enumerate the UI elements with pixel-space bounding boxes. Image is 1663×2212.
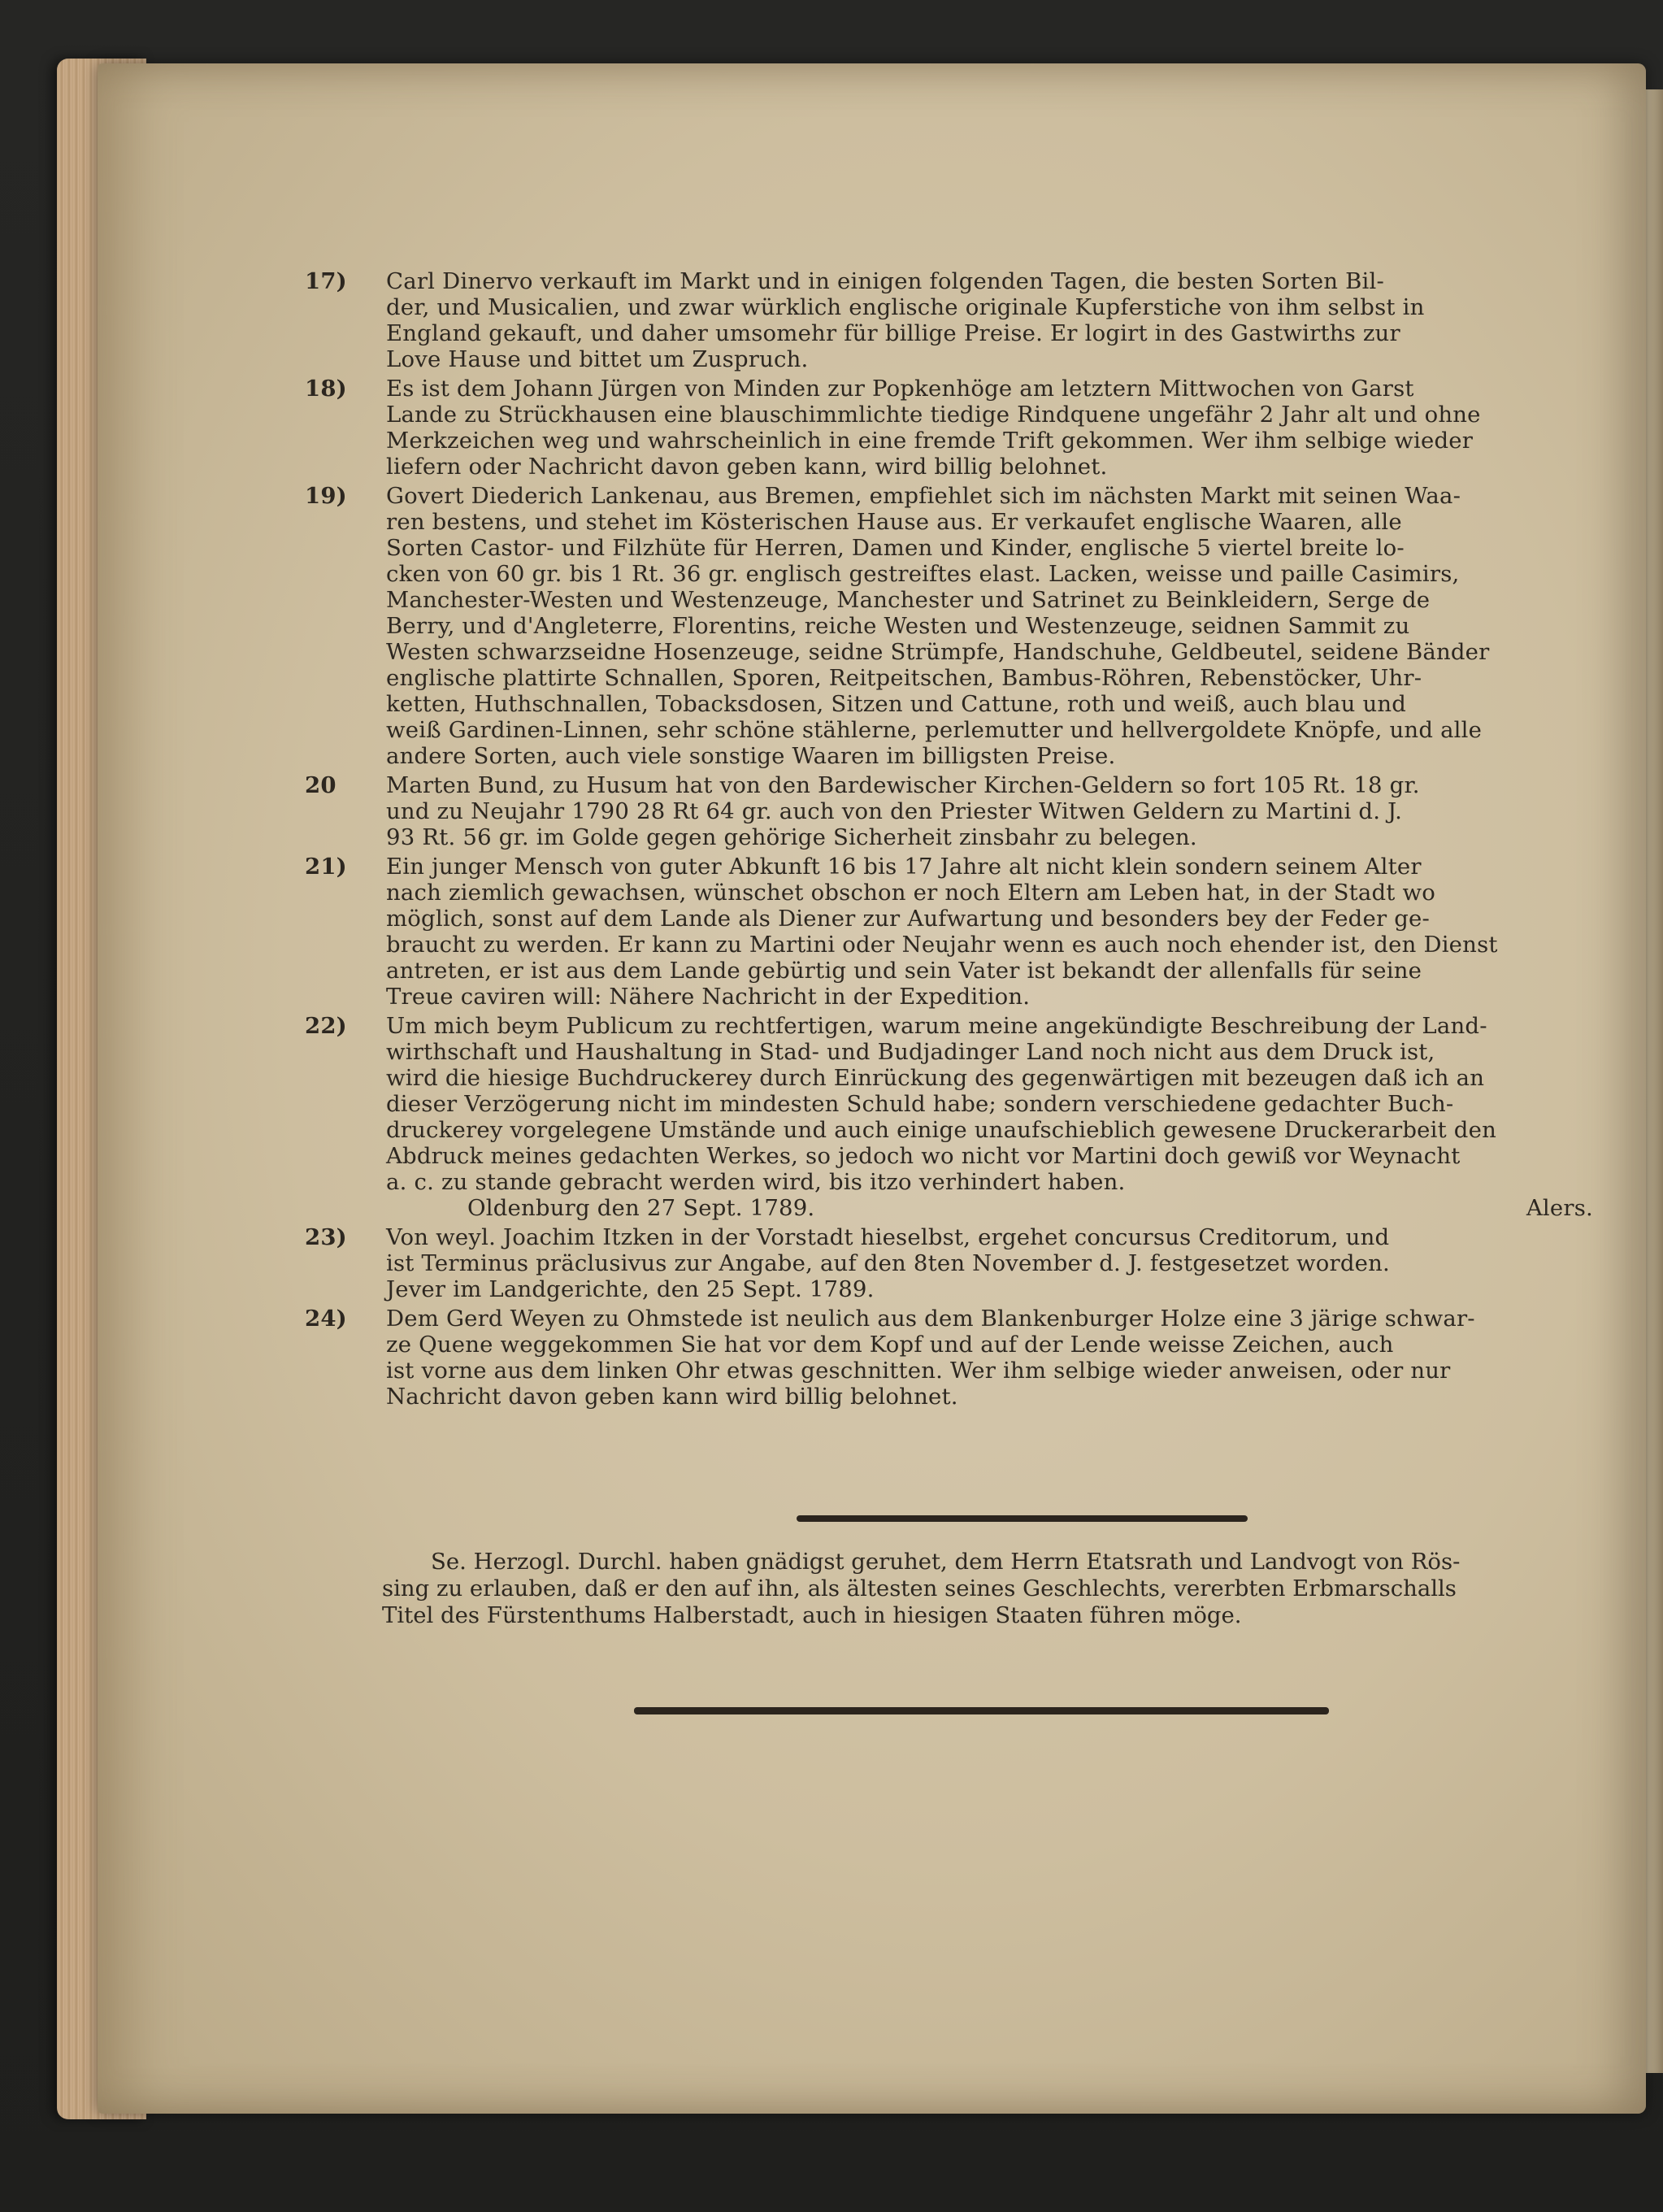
text-line: Ein junger Mensch von guter Abkunft 16 bis 17 Jahre alt nicht klein sondern seinem Alter [386,854,1422,880]
text-line: ist Terminus präclusivus zur Angabe, auf den 8ten November d. J. festgesetzet worden. [386,1250,1390,1276]
entry-text [386,268,1593,372]
text-line: Govert Diederich Lankenau, aus Bremen, empfiehlet sich im nächsten Markt mit seinen Waa- [386,483,1461,509]
entry-18 [305,376,1593,480]
entry-text [386,376,1593,480]
ducal-notice [382,1549,1593,1629]
signature: Alers. [1526,1195,1593,1221]
dateline: Oldenburg den 27 Sept. 1789. [467,1195,815,1221]
entry-number: 22) [305,1013,347,1039]
text-line: ketten, Huthschnallen, Tobacksdosen, Sitzen und Cattune, roth und weiß, auch blau und [386,691,1407,717]
text-line: antreten, er ist aus dem Lande gebürtig und sein Vater ist bekandt der allenfalls für seine [386,958,1422,984]
text-line: Love Hause und bittet um Zuspruch. [386,346,809,372]
text-line: Manchester-Westen und Westenzeuge, Manchester und Satrinet zu Beinkleidern, Serge de [386,587,1431,613]
text-line: wirthschaft und Haushaltung in Stad- und Budjadinger Land noch nicht aus dem Druck ist, [386,1039,1435,1065]
text-line: Titel des Fürstenthums Halberstadt, auch in hiesigen Staaten führen möge. [382,1602,1242,1628]
advertisement-list [305,268,1593,1413]
entry-text [386,772,1593,850]
text-line: a. c. zu stande gebracht werden wird, bis itzo verhindert haben. [386,1169,1126,1195]
text-line: Es ist dem Johann Jürgen von Minden zur Popkenhöge am letztern Mittwochen von Garst [386,376,1414,402]
text-line: Carl Dinervo verkauft im Markt und in einigen folgenden Tagen, die besten Sorten Bil- [386,268,1385,294]
text-line: weiß Gardinen-Linnen, sehr schöne stählerne, perlemutter und hellvergoldete Knöpfe, und alle [386,717,1483,743]
entry-number: 18) [305,376,347,402]
text-line: Marten Bund, zu Husum hat von den Bardewischer Kirchen-Geldern so fort 105 Rt. 18 gr. [386,772,1420,798]
entry-24 [305,1306,1593,1410]
text-line: liefern oder Nachricht davon geben kann, wird billig belohnet. [386,454,1108,480]
entry-text [386,1306,1593,1410]
text-line: Westen schwarzseidne Hosenzeuge, seidne Strümpfe, Handschuhe, Geldbeutel, seidene Bänder [386,639,1490,665]
text-line: sing zu erlauben, daß er den auf ihn, als ältesten seines Geschlechts, vererbten Erbmarschalls [382,1575,1457,1601]
text-line: Nachricht davon geben kann wird billig belohnet. [386,1384,958,1410]
text-line: braucht zu werden. Er kann zu Martini oder Neujahr wenn es auch noch ehender ist, den Dienst [386,932,1498,958]
text-line: 93 Rt. 56 gr. im Golde gegen gehörige Sicherheit zinsbahr zu belegen. [386,824,1197,850]
section-divider-rule [797,1515,1248,1522]
text-line: Merkzeichen weg und wahrscheinlich in eine fremde Trift gekommen. Wer ihm selbige wieder [386,428,1474,454]
entry-text [386,483,1593,769]
text-line: wird die hiesige Buchdruckerey durch Einrückung des gegenwärtigen mit bezeugen daß ich an [386,1065,1485,1091]
text-line: cken von 60 gr. bis 1 Rt. 36 gr. englisch gestreiftes elast. Lacken, weisse und paille Casimirs, [386,561,1460,587]
text-line: Sorten Castor- und Filzhüte für Herren, Damen und Kinder, englische 5 viertel breite lo- [386,535,1405,561]
text-line: Se. Herzogl. Durchl. haben gnädigst geruhet, dem Herrn Etatsrath und Landvogt von Rös- [431,1549,1461,1575]
entry-text [386,1013,1593,1221]
entry-number: 21) [305,854,347,880]
entry-number: 23) [305,1224,347,1250]
text-line: Lande zu Strückhausen eine blauschimmlichte tiedige Rindquene ungefähr 2 Jahr alt und ohne [386,402,1481,428]
text-line: Um mich beym Publicum zu rechtfertigen, warum meine angekündigte Beschreibung der Land- [386,1013,1487,1039]
text-line: ren bestens, und stehet im Kösterischen Hause aus. Er verkaufet englische Waaren, alle [386,509,1402,535]
text-line: Treue caviren will: Nähere Nachricht in der Expedition. [386,984,1031,1010]
text-line: ze Quene weggekommen Sie hat vor dem Kopf und auf der Lende weisse Zeichen, auch [386,1332,1394,1358]
entry-text [386,854,1593,1010]
text-line: nach ziemlich gewachsen, wünschet obschon er noch Eltern am Leben hat, in der Stadt wo [386,880,1435,906]
text-line: England gekauft, und daher umsomehr für billige Preise. Er logirt in des Gastwirths zur [386,320,1400,346]
text-line: andere Sorten, auch viele sonstige Waaren im billigsten Preise. [386,743,1116,769]
text-line: möglich, sonst auf dem Lande als Diener zur Aufwartung und besonders bey der Feder ge- [386,906,1430,932]
entry-number: 17) [305,268,347,294]
text-line: dieser Verzögerung nicht im mindesten Schuld habe; sondern verschiedene gedachter Buch- [386,1091,1454,1117]
text-line: Jever im Landgerichte, den 25 Sept. 1789. [386,1276,875,1302]
text-line: Dem Gerd Weyen zu Ohmstede ist neulich aus dem Blankenburger Holze eine 3 järige schwar- [386,1306,1475,1332]
signoff-row [386,1195,1593,1221]
text-line: Berry, und d'Angleterre, Florentins, reiche Westen und Westenzeuge, seidnen Sammit zu [386,613,1410,639]
entry-19 [305,483,1593,769]
entry-22 [305,1013,1593,1221]
text-line: druckerey vorgelegene Umstände und auch einige unaufschieblich gewesene Druckerarbeit den [386,1117,1496,1143]
entry-number: 20 [305,772,337,798]
text-line: der, und Musicalien, und zwar würklich englische originale Kupferstiche von ihm selbst in [386,294,1425,320]
end-divider-rule [634,1707,1329,1714]
text-line: Abdruck meines gedachten Werkes, so jedoch wo nicht vor Martini doch gewiß vor Weynacht [386,1143,1461,1169]
entry-17 [305,268,1593,372]
entry-20 [305,772,1593,850]
entry-text [386,1224,1593,1302]
text-line: und zu Neujahr 1790 28 Rt 64 gr. auch von den Priester Witwen Geldern zu Martini d. J. [386,798,1403,824]
entry-number: 19) [305,483,347,509]
text-line: Von weyl. Joachim Itzken in der Vorstadt hieselbst, ergehet concursus Creditorum, und [386,1224,1390,1250]
entry-23 [305,1224,1593,1302]
text-line: ist vorne aus dem linken Ohr etwas geschnitten. Wer ihm selbige wieder anweisen, oder nur [386,1358,1451,1384]
text-line: englische plattirte Schnallen, Sporen, Reitpeitschen, Bambus-Röhren, Rebenstöcker, Uhr- [386,665,1422,691]
entry-number: 24) [305,1306,347,1332]
entry-21 [305,854,1593,1010]
